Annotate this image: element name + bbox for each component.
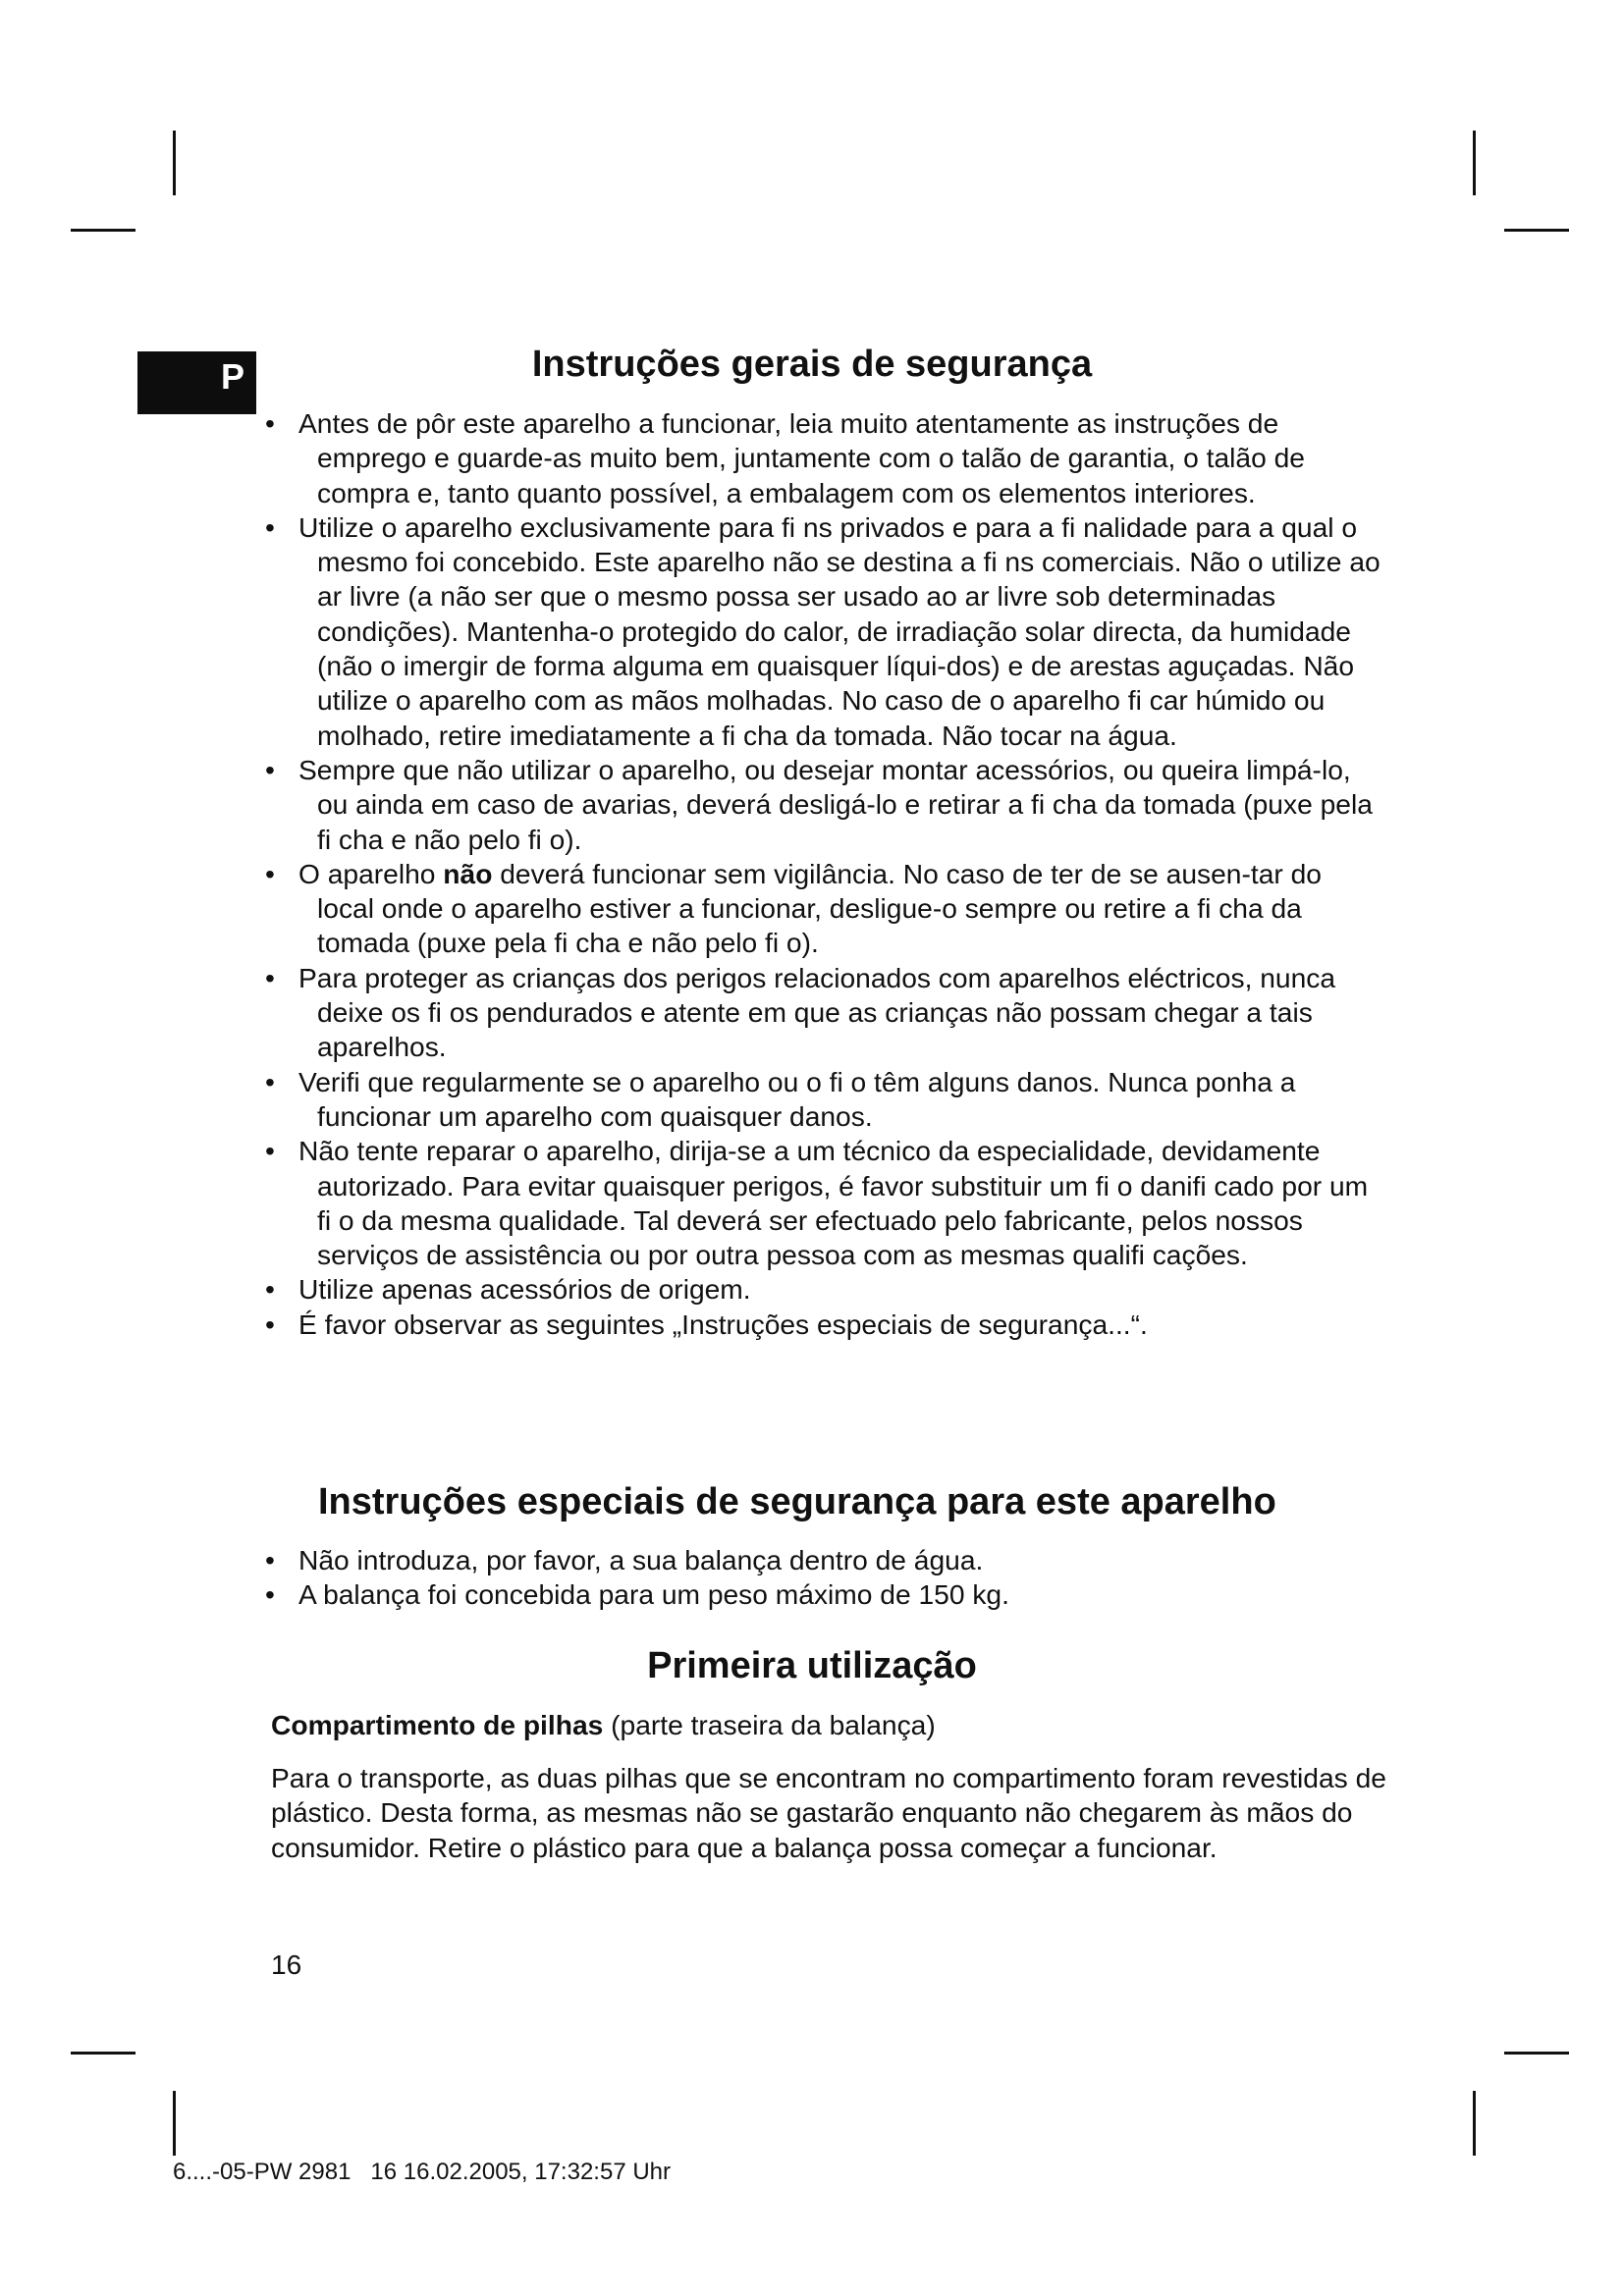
list-item: • Verifi que regularmente se o aparelho ou o fi o têm alguns danos. Nunca ponha a funcionar um aparelho com quaisquer danos.	[265, 1065, 1384, 1135]
crop-mark	[71, 229, 135, 232]
print-footer: 6....-05-PW 2981 16 16.02.2005, 17:32:57 Uhr	[173, 2159, 671, 2185]
special-safety-list	[265, 1543, 1384, 1613]
section-title-first-use: Primeira utilização	[647, 1645, 977, 1686]
crop-mark	[1473, 131, 1476, 195]
crop-mark	[1504, 229, 1569, 232]
list-item: • Utilize o aparelho exclusivamente para fi ns privados e para a fi nalidade para a qual o mesmo foi concebido. Este aparelho não se destina a fi ns comerciais. Não o utilize ao ar livre (a não ser que o mesmo possa ser usado ao ar livre sob determinadas condições). Mantenha-o protegido do calor, de irradiação solar directa, da humidade (não o imergir de forma alguma em quaisquer líqui-dos) e de arestas aguçadas. Não utilize o aparelho com as mãos molhadas. No caso de o aparelho fi car húmido ou molhado, retire imediatamente a fi cha da tomada. Não tocar na água.	[265, 510, 1384, 753]
crop-mark	[173, 2091, 176, 2156]
list-item: • Para proteger as crianças dos perigos relacionados com aparelhos eléctricos, nunca deixe os fi os pendurados e atente em que as crianças não possam chegar a tais aparelhos.	[265, 961, 1384, 1065]
emphasis-nao: não	[443, 857, 493, 889]
list-item: • A balança foi concebida para um peso máximo de 150 kg.	[265, 1577, 1384, 1612]
section-title-special-safety: Instruções especiais de segurança para este aparelho	[318, 1481, 1276, 1522]
list-item: • O aparelho não deverá funcionar sem vigilância. No caso de ter de se ausen-tar do local onde o aparelho estiver a funcionar, desligue-o sempre ou retire a fi cha da tomada (puxe pela fi cha e não pelo fi o).	[265, 857, 1384, 961]
list-item: • Antes de pôr este aparelho a funcionar, leia muito atentamente as instruções de emprego e guarde-as muito bem, juntamente com o talão de garantia, o talão de compra e, tanto quanto possível, a embalagem com os elementos interiores.	[265, 406, 1384, 510]
general-safety-list	[265, 406, 1384, 1342]
list-item: • Não introduza, por favor, a sua balança dentro de água.	[265, 1543, 1384, 1577]
language-tab-label: P	[220, 356, 244, 397]
list-item: • Sempre que não utilizar o aparelho, ou desejar montar acessórios, ou queira limpá-lo, ou ainda em caso de avarias, deverá desligá-lo e retirar a fi cha da tomada (puxe pela fi cha e não pelo fi o).	[265, 753, 1384, 857]
first-use-paragraph: Para o transporte, as duas pilhas que se encontram no compartimento foram revestidas de plástico. Desta forma, as mesmas não se gastarão enquanto não chegarem às mãos do consumidor. Retire o plástico para que a balança possa começar a funcionar.	[271, 1762, 1386, 1863]
crop-mark	[1473, 2091, 1476, 2156]
list-item: • Utilize apenas acessórios de origem.	[265, 1272, 1384, 1307]
list-item: • É favor observar as seguintes „Instruções especiais de segurança...“.	[265, 1308, 1384, 1342]
section-title-general-safety: Instruções gerais de segurança	[531, 344, 1093, 385]
crop-mark	[71, 2052, 135, 2055]
list-item: • Não tente reparar o aparelho, dirija-se a um técnico da especialidade, devidamente autorizado. Para evitar quaisquer perigos, é favor substituir um fi o danifi cado por um fi o da mesma qualidade. Tal deverá ser efectuado pelo fabricante, pelos nossos serviços de assistência ou por outra pessoa com as mesmas qualifi cações.	[265, 1134, 1384, 1272]
battery-compartment-heading: Compartimento de pilhas (parte traseira da balança)	[271, 1709, 936, 1740]
crop-mark	[1504, 2052, 1569, 2055]
crop-mark	[173, 131, 176, 195]
page-number: 16	[271, 1949, 302, 1980]
